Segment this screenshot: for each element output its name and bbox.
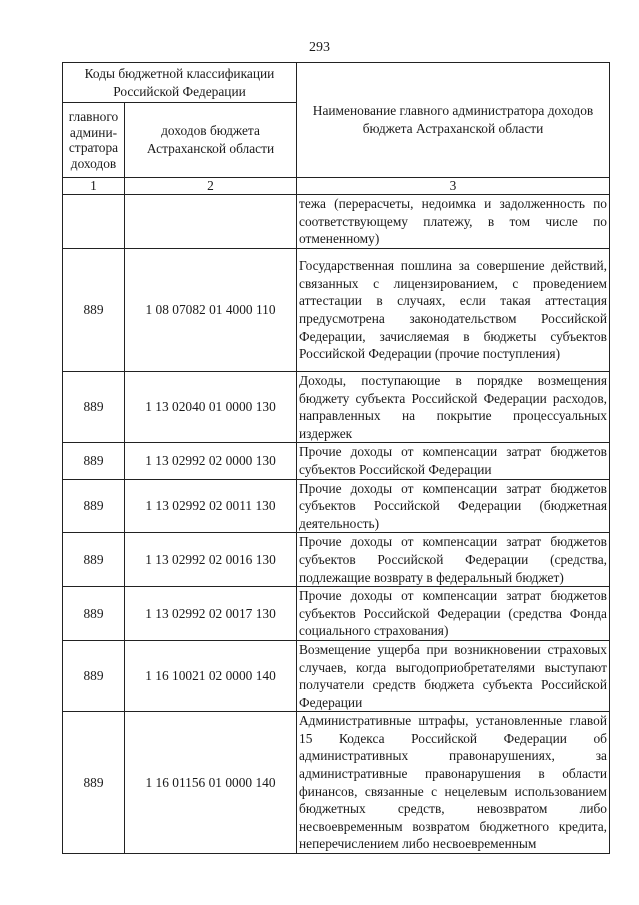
header-col-number: 1 — [63, 178, 125, 195]
table-row — [63, 533, 610, 587]
income-name: Возмещение ущерба при возникновении страховых случаев, когда выгодоприобретателями выступают получатели средств бюджета субъекта Российской Федерации — [297, 640, 610, 711]
income-code: 1 13 02040 01 0000 130 — [125, 372, 297, 443]
header-group-title: Коды бюджетной классификации Российской Федерации — [63, 63, 297, 103]
table-row — [63, 195, 610, 249]
income-name: Государственная пошлина за совершение действий, связанных с лицензированием, с проведением аттестации в случаях, если такая аттестация предусмотрена законодательством Российской Федерации, зачисляемая в бюджеты субъектов Российской Федерации (прочие поступления) — [297, 249, 610, 372]
budget-classification-table — [62, 62, 610, 854]
table-row — [63, 372, 610, 443]
admin-code: 889 — [63, 712, 125, 854]
income-code: 1 16 10021 02 0000 140 — [125, 640, 297, 711]
page-number: 293 — [309, 40, 330, 55]
admin-code: 889 — [63, 479, 125, 533]
admin-code: 889 — [63, 443, 125, 479]
income-name: тежа (перерасчеты, недоимка и задолженность по соответствующему платежу, в том числе по отмененному) — [297, 195, 610, 249]
admin-code — [63, 195, 125, 249]
table-row — [63, 587, 610, 641]
income-code: 1 13 02992 02 0017 130 — [125, 587, 297, 641]
income-name: Прочие доходы от компенсации затрат бюджетов субъектов Российской Федерации (средства Фонда социального страхования) — [297, 587, 610, 641]
income-name: Доходы, поступающие в порядке возмещения бюджету субъекта Российской Федерации расходов, направленных на покрытие процессуальных издержек — [297, 372, 610, 443]
table-row — [63, 479, 610, 533]
table-row — [63, 640, 610, 711]
header-col-number: 3 — [297, 178, 610, 195]
income-code: 1 13 02992 02 0011 130 — [125, 479, 297, 533]
income-code: 1 16 01156 01 0000 140 — [125, 712, 297, 854]
admin-code: 889 — [63, 533, 125, 587]
header-col3-title: Наименование главного администратора доходов бюджета Астраханской области — [297, 63, 610, 178]
table-row — [63, 712, 610, 854]
income-code: 1 08 07082 01 4000 110 — [125, 249, 297, 372]
admin-code: 889 — [63, 640, 125, 711]
income-name: Прочие доходы от компенсации затрат бюджетов субъектов Российской Федерации (средства, подлежащие возврату в федеральный бюджет) — [297, 533, 610, 587]
income-code — [125, 195, 297, 249]
header-col-number: 2 — [125, 178, 297, 195]
admin-code: 889 — [63, 249, 125, 372]
admin-code: 889 — [63, 587, 125, 641]
income-code: 1 13 02992 02 0000 130 — [125, 443, 297, 479]
table-row — [63, 443, 610, 479]
income-name: Прочие доходы от компенсации затрат бюджетов субъектов Российской Федерации (бюджетная деятельность) — [297, 479, 610, 533]
header-col1-title: главного админи-стратора доходов — [63, 103, 125, 178]
income-code: 1 13 02992 02 0016 130 — [125, 533, 297, 587]
income-name: Прочие доходы от компенсации затрат бюджетов субъектов Российской Федерации — [297, 443, 610, 479]
income-name: Административные штрафы, установленные главой 15 Кодекса Российской Федерации об административных правонарушениях, за административные правонарушения в области финансов, связанные с нецелевым использованием бюджетных средств, невозвратом либо несвоевременным возвратом бюджетного кредита, неперечислением либо несвоевременным — [297, 712, 610, 854]
admin-code: 889 — [63, 372, 125, 443]
table-row — [63, 249, 610, 372]
header-col2-title: доходов бюджета Астраханской области — [125, 103, 297, 178]
